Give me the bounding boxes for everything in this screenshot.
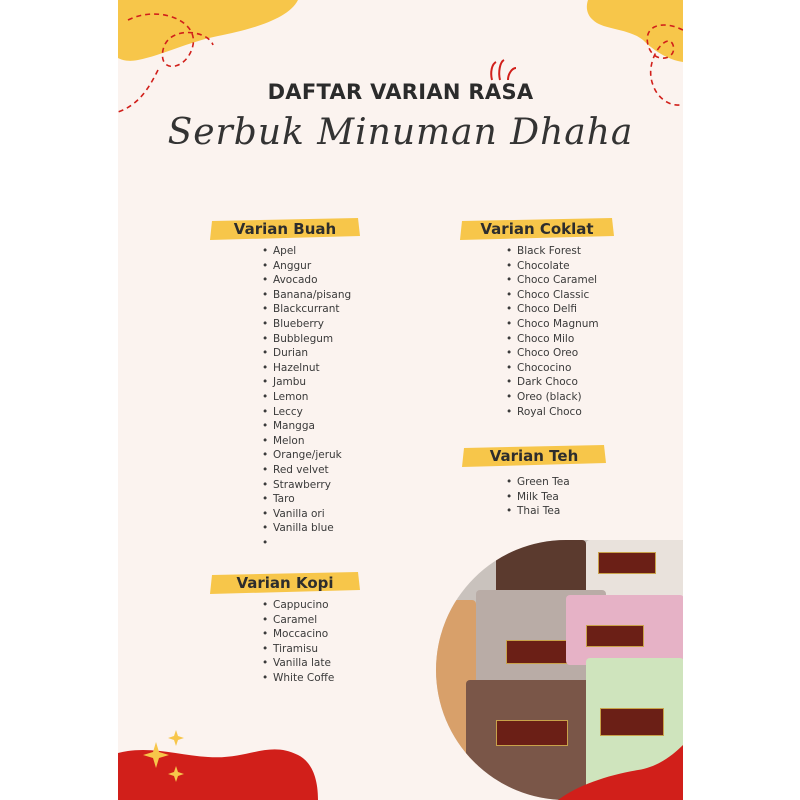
section-heading-buah: Varian Buah bbox=[208, 216, 362, 242]
list-item: • White Coffe bbox=[262, 671, 334, 686]
list-item: • Apel bbox=[262, 244, 351, 259]
list-item: • Taro bbox=[262, 492, 351, 507]
list-item: • Oreo (black) bbox=[506, 390, 599, 405]
list-item: • Choco Classic bbox=[506, 288, 599, 303]
list-item: • Choco Magnum bbox=[506, 317, 599, 332]
list-teh bbox=[506, 475, 570, 519]
list-item: • Blackcurrant bbox=[262, 302, 351, 317]
decor-blob-top-left bbox=[118, 0, 318, 130]
list-item: • Dark Choco bbox=[506, 375, 599, 390]
list-item: • Strawberry bbox=[262, 478, 351, 493]
list-kopi bbox=[262, 598, 334, 686]
list-item: • Choco Oreo bbox=[506, 346, 599, 361]
list-item: • Mangga bbox=[262, 419, 351, 434]
list-item: • Caramel bbox=[262, 613, 334, 628]
list-item: • Chococino bbox=[506, 361, 599, 376]
section-heading-kopi: Varian Kopi bbox=[208, 570, 362, 596]
list-item: • Avocado bbox=[262, 273, 351, 288]
list-item: • Choco Delfi bbox=[506, 302, 599, 317]
page-title: DAFTAR VARIAN RASA bbox=[267, 80, 534, 104]
list-item bbox=[262, 536, 351, 551]
list-item: • Choco Caramel bbox=[506, 273, 599, 288]
list-item: • Royal Choco bbox=[506, 405, 599, 420]
list-item: • Jambu bbox=[262, 375, 351, 390]
list-item: • Moccacino bbox=[262, 627, 334, 642]
list-buah bbox=[262, 244, 351, 550]
list-item: • Thai Tea bbox=[506, 504, 570, 519]
list-item: • Durian bbox=[262, 346, 351, 361]
list-item: • Melon bbox=[262, 434, 351, 449]
list-item: • Banana/pisang bbox=[262, 288, 351, 303]
list-item: • Choco Milo bbox=[506, 332, 599, 347]
list-coklat bbox=[506, 244, 599, 419]
list-item: • Leccy bbox=[262, 405, 351, 420]
list-item: • Black Forest bbox=[506, 244, 599, 259]
page-subtitle: Serbuk Minuman Dhaha bbox=[167, 112, 634, 153]
menu-poster bbox=[118, 0, 683, 800]
list-item: • Green Tea bbox=[506, 475, 570, 490]
list-item: • Cappucino bbox=[262, 598, 334, 613]
sparkle-icon bbox=[142, 728, 192, 783]
list-item: • Hazelnut bbox=[262, 361, 351, 376]
decor-wave-bottom-right bbox=[558, 745, 683, 800]
list-item: • Tiramisu bbox=[262, 642, 334, 657]
list-item: • Chocolate bbox=[506, 259, 599, 274]
list-item: • Red velvet bbox=[262, 463, 351, 478]
list-item: • Lemon bbox=[262, 390, 351, 405]
list-item: • Orange/jeruk bbox=[262, 448, 351, 463]
list-item: • Vanilla late bbox=[262, 656, 334, 671]
list-item: • Milk Tea bbox=[506, 490, 570, 505]
list-item: • Vanilla blue bbox=[262, 521, 351, 536]
list-item: • Blueberry bbox=[262, 317, 351, 332]
list-item: • Anggur bbox=[262, 259, 351, 274]
section-heading-coklat: Varian Coklat bbox=[458, 216, 616, 242]
section-heading-teh: Varian Teh bbox=[460, 443, 608, 469]
list-item: • Bubblegum bbox=[262, 332, 351, 347]
list-item: • Vanilla ori bbox=[262, 507, 351, 522]
